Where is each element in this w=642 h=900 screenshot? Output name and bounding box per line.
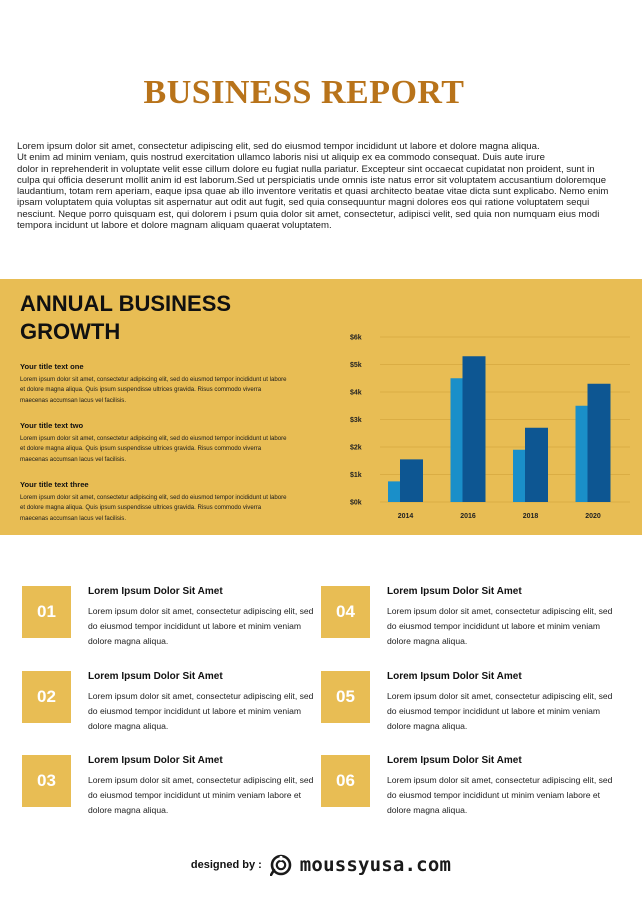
intro-paragraph: dolor in reprehenderit in voluptate velit esse cillum dolore eu fugiat nulla pariatur. Excepteur sint occaecat cupidatat non proident, sunt in culpa qui officia deserunt mollit anim id est laborum.Sed ut perspiciatis unde omnis iste natus error sit voluptatem accusantium doloremque laudantium, totam rem aperiam, eaque ipsa quae ab illo inventore veritatis et quasi architecto beatae vitae dicta sunt explicabo. Nemo enim ipsam voluptatem quia voluptas sit aspernatur aut odit aut fugit, sed quia consequuntur magni dolores eos qui ratione voluptatem sequi nesciunt. Neque porro quisquam est, qui dolorem i psum quia dolor sit amet, consectetur, adipisci velit, sed quia non numquam eius modi tempora incidunt ut labore et dolore magnam aliquam quaerat voluptatem. [17, 163, 609, 232]
item-number-badge: 02 [22, 671, 71, 723]
growth-bar-chart [340, 324, 640, 524]
y-tick-label: $2k [350, 444, 362, 452]
list-item [321, 671, 621, 731]
growth-block-body: Lorem ipsum dolor sit amet, consectetur adipiscing elit, sed do eiusmod tempor incididunt ut labore et dolore magna aliqua. Quis ipsum suspendisse ultrices gravida. Risus commodo viverra maecenas accumsan lacus vel facilisis. [20, 376, 287, 404]
bar-2020-s2 [588, 384, 611, 502]
y-tick-label: $5k [350, 362, 362, 369]
item-body: Lorem ipsum dolor sit amet, consectetur adipiscing elit, sed do eiusmod tempor incididunt ut minim veniam labore et dolore magna aliqua. [88, 775, 314, 815]
item-title: Lorem Ipsum Dolor Sit Amet [88, 586, 223, 597]
growth-block [20, 362, 290, 406]
growth-block-body: Lorem ipsum dolor sit amet, consectetur adipiscing elit, sed do eiusmod tempor incididunt ut labore et dolore magna aliqua. Quis ipsum suspendisse ultrices gravida. Risus commodo viverra maecenas accumsan lacus vel facilisis. [20, 435, 287, 463]
x-tick-label: 2016 [460, 513, 476, 520]
footer [0, 850, 642, 880]
item-body: Lorem ipsum dolor sit amet, consectetur adipiscing elit, sed do eiusmod tempor incididunt ut labore et minim veniam dolore magna aliqua. [387, 606, 613, 646]
list-item [22, 671, 322, 731]
list-item [22, 755, 322, 815]
x-tick-label: 2018 [522, 513, 539, 520]
growth-block-title: Your title text two [20, 421, 84, 430]
x-tick-label: 2020 [585, 513, 601, 520]
list-item [22, 586, 322, 646]
item-number-badge: 05 [321, 671, 370, 723]
intro-text [17, 141, 617, 231]
bar-2014-s2 [400, 459, 423, 502]
designed-by-label: designed by : [190, 859, 262, 871]
item-title: Lorem Ipsum Dolor Sit Amet [387, 671, 522, 682]
list-item [321, 586, 621, 646]
y-tick-label: $3k [350, 417, 362, 424]
growth-block [20, 480, 290, 524]
item-number-badge: 06 [321, 755, 370, 807]
y-tick-label: $1k [350, 472, 362, 479]
y-tick-label: $0k [350, 499, 362, 507]
item-body: Lorem ipsum dolor sit amet, consectetur adipiscing elit, sed do eiusmod tempor incididunt ut labore et minim veniam dolore magna aliqua. [88, 691, 314, 731]
growth-block-title: Your title text one [20, 362, 84, 371]
item-number-badge: 04 [321, 586, 370, 638]
item-body: Lorem ipsum dolor sit amet, consectetur adipiscing elit, sed do eiusmod tempor incididunt ut labore et minim veniam dolore magna aliqua. [88, 606, 314, 646]
item-title: Lorem Ipsum Dolor Sit Amet [88, 755, 223, 766]
item-body: Lorem ipsum dolor sit amet, consectetur adipiscing elit, sed do eiusmod tempor incididunt ut minim veniam labore et dolore magna aliqua. [387, 775, 613, 815]
item-title: Lorem Ipsum Dolor Sit Amet [387, 755, 522, 766]
intro-paragraph: Ut enim ad minim veniam, quis nostrud exercitation ullamco laboris nisi ut aliquip ex ea commodo consequat. Duis aute irure [17, 152, 545, 164]
item-number-badge: 03 [22, 755, 71, 807]
item-title: Lorem Ipsum Dolor Sit Amet [88, 671, 223, 682]
list-item [321, 755, 621, 815]
page-title: BUSINESS REPORT [143, 74, 465, 111]
spiral-logo-icon [270, 854, 292, 876]
item-body: Lorem ipsum dolor sit amet, consectetur adipiscing elit, sed do eiusmod tempor incididunt ut labore et minim veniam dolore magna aliqua. [387, 691, 613, 731]
site-name: moussyusa.com [299, 854, 452, 876]
growth-block-body: Lorem ipsum dolor sit amet, consectetur adipiscing elit, sed do eiusmod tempor incididunt ut labore et dolore magna aliqua. Quis ipsum suspendisse ultrices gravida. Risus commodo viverra maecenas accumsan lacus vel facilisis. [20, 494, 287, 522]
item-title: Lorem Ipsum Dolor Sit Amet [387, 586, 522, 597]
bar-2018-s2 [525, 428, 548, 502]
intro-paragraph: Lorem ipsum dolor sit amet, consectetur adipiscing elit, sed do eiusmod tempor incididunt ut labore et dolore magna aliqua. [17, 141, 540, 152]
x-tick-label: 2014 [397, 513, 414, 520]
y-tick-label: $4k [350, 389, 362, 397]
y-tick-label: $6k [350, 334, 362, 342]
growth-title: ANNUAL BUSINESS GROWTH [20, 291, 232, 344]
growth-block [20, 421, 290, 465]
bar-2016-s2 [463, 356, 486, 502]
growth-block-title: Your title text three [20, 480, 89, 489]
item-number-badge: 01 [22, 586, 71, 638]
